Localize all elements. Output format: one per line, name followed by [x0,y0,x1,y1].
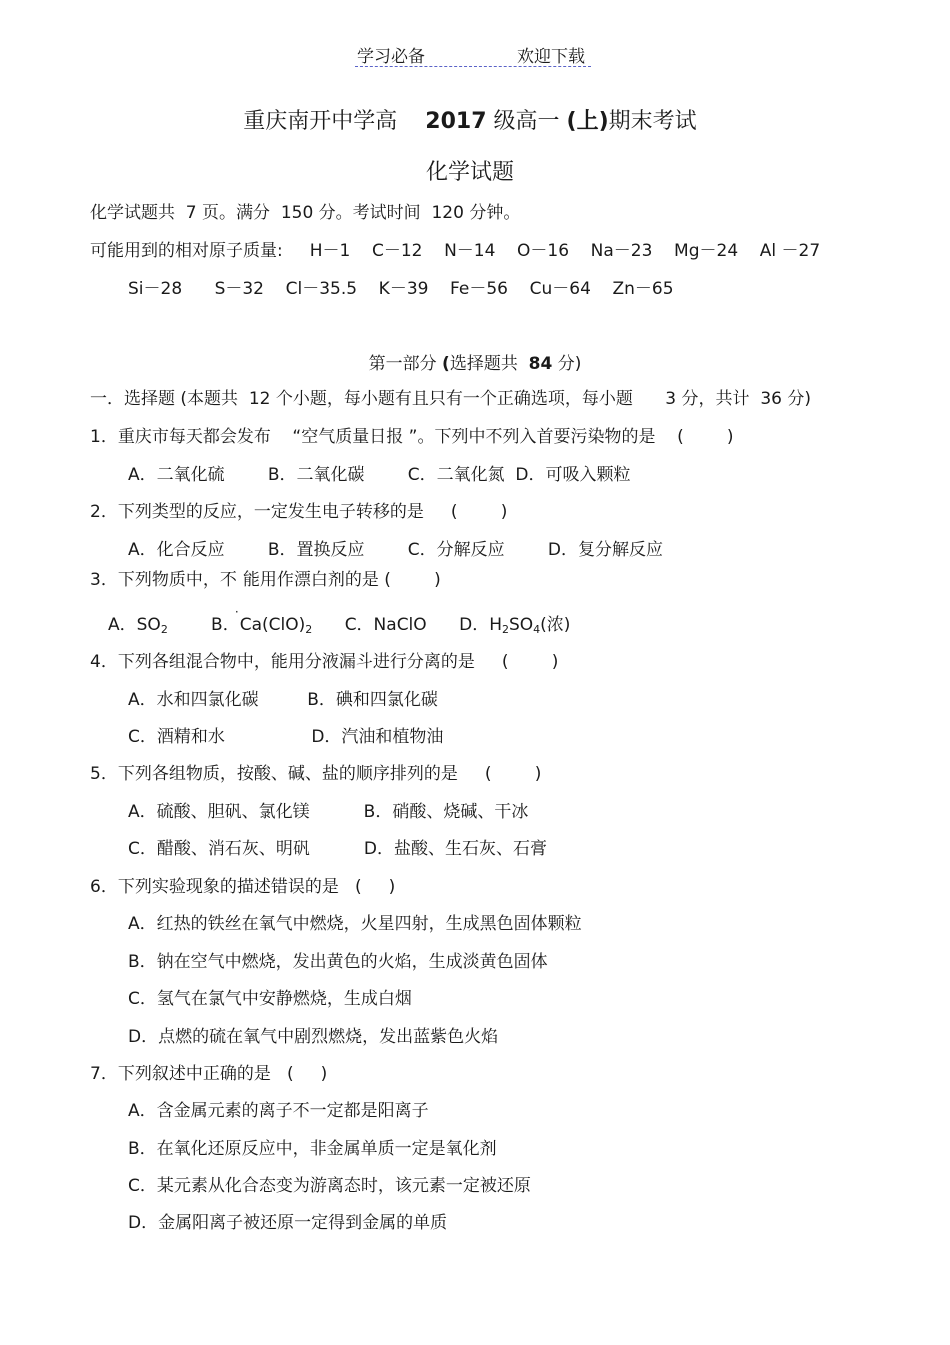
question-3-stem: 3．下列物质中，不 · 能用作漂白剂的是 ( ) [90,570,441,619]
section-pre: 第一部分 [368,354,443,374]
question-6-option-a: A．红热的铁丝在氧气中燃烧，火星四射，生成黑色固体颗粒 [128,914,582,934]
q3-option-a-sub: 2 [160,623,168,636]
q3-option-d-sub2: 4 [533,623,541,636]
q3-option-c: C．NaClO [344,615,427,635]
question-7-option-b: B．在氧化还原反应中，非金属单质一定是氧化剂 [128,1139,497,1159]
section-post: 分) [552,354,582,374]
question-7-option-a: A．含金属元素的离子不一定都是阳离子 [128,1101,429,1121]
section-score: 84 [528,354,553,374]
title-part2: 级高一 [493,109,560,134]
page-header [355,42,591,67]
page-subtitle: 化学试题 [425,160,514,185]
q3-stem-part-b: 能用作漂白剂的是 ( ) [242,570,441,590]
q3-option-d-part2: SO [508,615,534,635]
group-heading: 一．选择题 (本题共 12 个小题，每小题有且只有一个正确选项，每小题 3 分，共计 36 分) [90,389,811,409]
question-2-stem: 2．下列类型的反应，一定发生电子转移的是 ( ) [90,502,508,522]
title-part3: 期末考试 [608,109,697,134]
question-7-stem: 7．下列叙述中正确的是 ( ) [90,1064,328,1084]
question-6-stem: 6．下列实验现象的描述错误的是 ( ) [90,877,396,897]
question-4-stem: 4．下列各组混合物中，能用分液漏斗进行分离的是 ( ) [90,652,559,672]
section-heading [0,349,950,374]
question-5-stem: 5．下列各组物质，按酸、碱、盐的顺序排列的是 ( ) [90,764,542,784]
header-right-text: 欢迎下载 [517,47,585,67]
q3-option-a: A．SO [108,615,161,635]
q3-option-d-sub1: 2 [501,623,509,636]
title-term: (上) [566,109,609,134]
section-mid: 选择题共 [449,354,529,374]
question-1-stem: 1．重庆市每天都会发布 “空气质量日报 ”。下列中不列入首要污染物的是 ( ) [90,427,734,447]
question-4-options-2: C．酒精和水 D．汽油和植物油 [128,727,444,747]
question-6-option-b: B．钠在空气中燃烧，发出黄色的火焰，生成淡黄色固体 [128,952,548,972]
question-1-options: A．二氧化硫 B．二氧化碳 C．二氧化氮 D．可吸入颗粒 [128,465,631,485]
q3-option-d: D．H [459,615,502,635]
question-7-option-d: D．金属阳离子被还原一定得到金属的单质 [128,1213,448,1233]
exam-info-line: 化学试题共 7 页。满分 150 分。考试时间 120 分钟。 [90,203,521,223]
page-title [0,104,940,135]
question-7-option-c: C．某元素从化合态变为游离态时，该元素一定被还原 [128,1176,531,1196]
question-5-options-1: A．硫酸、胆矾、氯化镁 B．硝酸、烧碱、干冰 [128,802,529,822]
question-6-option-c: C．氢气在氯气中安静燃烧，生成白烟 [128,989,412,1009]
question-5-options-2: C．醋酸、消石灰、明矾 D．盐酸、生石灰、石膏 [128,839,547,859]
question-6-option-d: D．点燃的硫在氧气中剧烈燃烧，发出蓝紫色火焰 [128,1027,499,1047]
header-left-text: 学习必备 [357,47,425,67]
atomic-mass-line-1: 可能用到的相对原子质量: H－1 C－12 N－14 O－16 Na－23 Mg－24 Al －27 [90,241,821,261]
q3-option-b: B．Ca(ClO) [211,615,306,635]
section-paren: ( [442,354,450,374]
question-3-options [108,614,570,641]
q3-option-b-sub: 2 [305,623,313,636]
q3-option-d-part3: (浓) [540,615,571,635]
question-4-options-1: A．水和四氯化碳 B．碘和四氯化碳 [128,690,438,710]
atomic-mass-line-2: Si－28 S－32 Cl－35.5 K－39 Fe－56 Cu－64 Zn－65 [128,279,674,299]
question-2-options: A．化合反应 B．置换反应 C．分解反应 D．复分解反应 [128,540,663,560]
q3-stem-part-a: 3．下列物质中，不 [90,570,237,590]
title-year: 2017 [425,109,487,134]
title-part1: 重庆南开中学高 [243,109,398,134]
